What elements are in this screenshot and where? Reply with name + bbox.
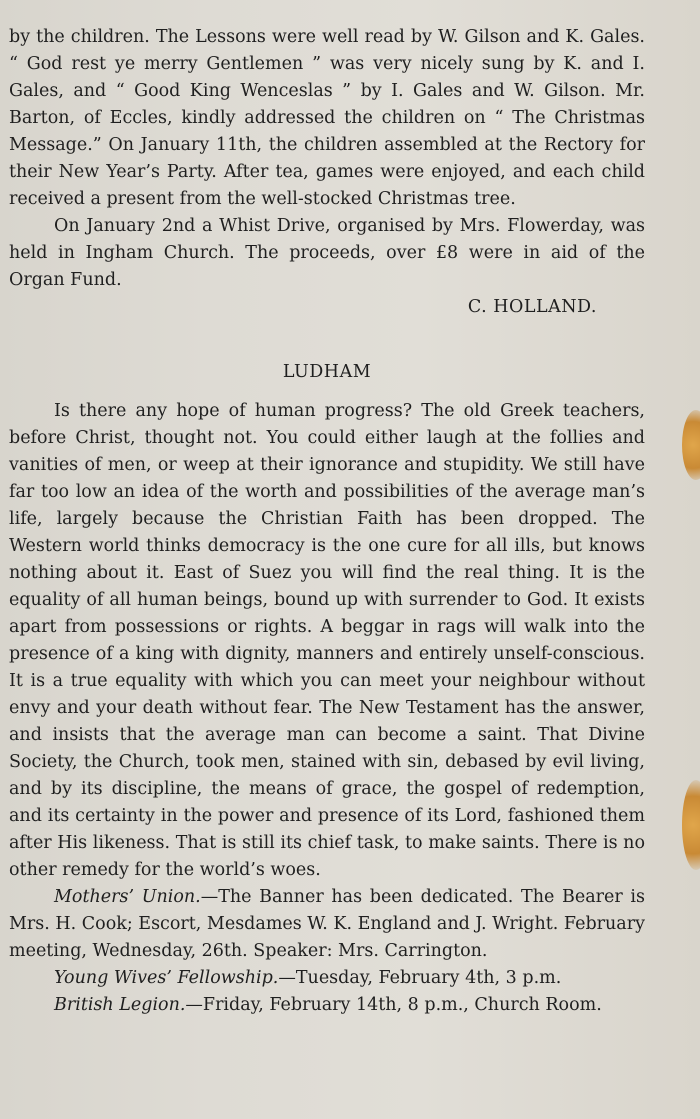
notice-label: British Legion. [54,995,186,1015]
paragraph: On January 2nd a Whist Drive, organised by Mrs. Flowerday, was held in Ingham Church. The proceeds, over £8 were in aid of the Organ Fund. [9,216,645,290]
signature: C. HOLLAND. [467,297,597,317]
page-edge-stain [682,780,700,870]
notice-young-wives [9,965,645,992]
notice-text: —Friday, February 14th, 8 p.m., Church Room. [185,995,602,1015]
page-text [9,24,645,1019]
paragraph: by the children. The Lessons were well read by W. Gilson and K. Gales. “ God rest ye merry Gentlemen ” was very nicely sung by K. and I. Gales, and “ Good King Wenceslas ” by I. Gales and W. Gilson. Mr. Barton, of Eccles, kindly addressed the children on “ The Christmas Message.” On January 11th, the children assembled at the Rectory for their New Year’s Party. After tea, games were enjoyed, and each child received a present from the well-stocked Christmas tree. [9,27,645,209]
notice-label: Mothers’ Union. [54,887,201,907]
notice-british-legion [9,992,645,1019]
section-heading: LUDHAM [282,362,372,382]
notice-text: —Tuesday, February 4th, 3 p.m. [278,968,562,988]
notice-mothers-union [9,884,645,965]
notice-text: —The Banner has been dedicated. The Bearer is Mrs. H. Cook; Escort, Mesdames W. K. England and J. Wright. February meeting, Wednesday, 26th. Speaker: Mrs. Carrington. [9,887,645,961]
page-edge-stain [682,410,700,480]
paragraph: Is there any hope of human progress? The old Greek teachers, before Christ, thought not. You could either laugh at the follies and vanities of men, or weep at their ignorance and stupidity. We still have far too low an idea of the worth and possibilities of the average man’s life, largely because the Christian Faith has been dropped. The Western world thinks democracy is the one cure for all ills, but knows nothing about it. East of Suez you will find the real thing. It is the equality of all human beings, bound up with surrender to God. It exists apart from possessions or rights. A beggar in rags will walk into the presence of a king with dignity, manners and entirely unself-conscious. It is a true equality with which you can meet your neighbour without envy and your death without fear. The New Testament has the answer, and insists that the average man can become a saint. That Divine Society, the Church, took men, stained with sin, debased by evil living, and by its discipline, the means of grace, the gospel of redemption, and its certainty in the power and presence of its Lord, fashioned them after His likeness. That is still its chief task, to make saints. There is no other remedy for the world’s woes. [9,401,645,880]
notice-label: Young Wives’ Fellowship. [54,968,279,988]
